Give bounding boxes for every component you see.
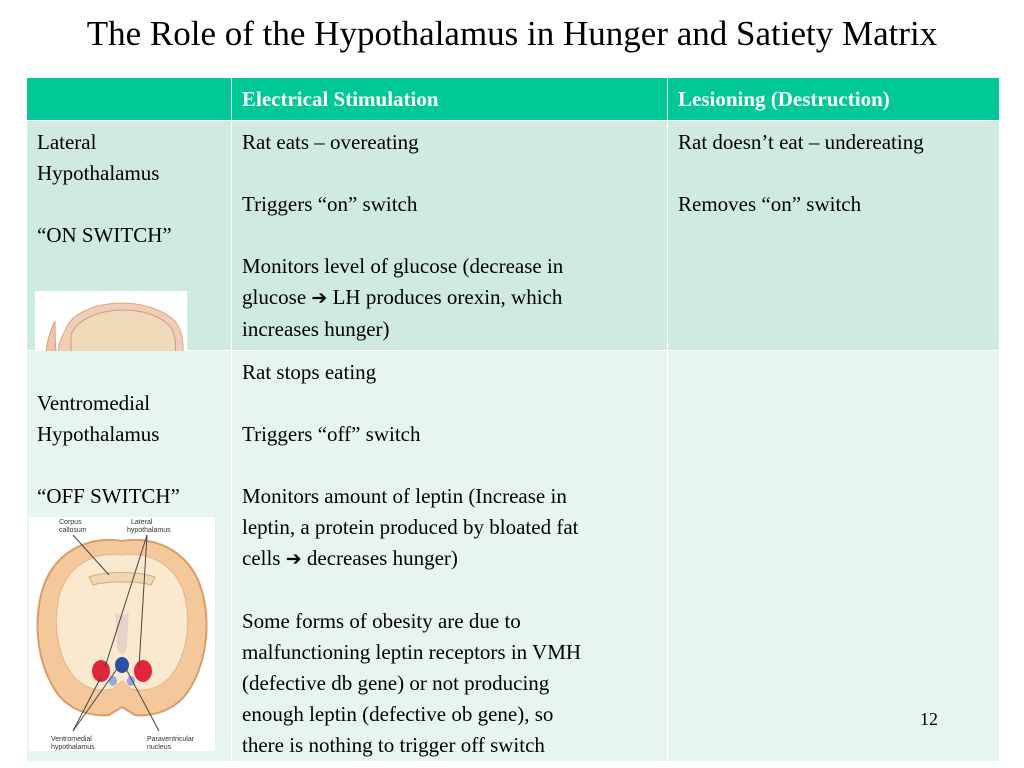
stimulation-switch: Triggers “off” switch xyxy=(242,422,421,446)
obesity-line-5: there is nothing to trigger off switch xyxy=(242,733,545,757)
page-number: 12 xyxy=(920,709,938,729)
svg-text:Lateral: Lateral xyxy=(131,519,153,526)
region-cell-lateral xyxy=(27,121,232,351)
header-lesioning: Lesioning (Destruction) xyxy=(668,78,1000,121)
region-name-line: Hypothalamus xyxy=(37,422,160,446)
stimulation-effect: Rat eats – overeating xyxy=(242,130,419,154)
svg-text:Ventromedial: Ventromedial xyxy=(51,736,92,743)
svg-text:callosum: callosum xyxy=(59,527,87,534)
glucose-line-3: increases hunger) xyxy=(242,317,390,341)
region-name-line: Lateral xyxy=(37,130,97,154)
lesioning-cell-ventromedial xyxy=(668,351,1000,762)
row-ventromedial-hypothalamus xyxy=(27,351,1000,762)
obesity-line-2: malfunctioning leptin receptors in VMH xyxy=(242,640,582,664)
glucose-line-1: Monitors level of glucose (decrease in xyxy=(242,254,564,278)
on-switch-label: “ON SWITCH” xyxy=(37,223,172,247)
hunger-satiety-matrix xyxy=(26,77,1000,762)
lesioning-cell-lateral xyxy=(668,121,1000,351)
leptin-line-1: Monitors amount of leptin (Increase in xyxy=(242,484,567,508)
header-corner xyxy=(27,78,232,121)
region-cell-ventromedial xyxy=(27,351,232,762)
coronal-brain-figure xyxy=(29,517,215,751)
svg-text:hypothalamus: hypothalamus xyxy=(51,744,95,751)
glucose-line-2: glucose ➔ LH produces orexin, which xyxy=(242,285,563,309)
right-arrow-icon: ➔ xyxy=(285,548,302,570)
lesioning-effect: Rat doesn’t eat – undereating xyxy=(678,130,924,154)
region-name-line: Hypothalamus xyxy=(37,161,160,185)
stimulation-cell-ventromedial xyxy=(232,351,668,762)
region-name-line: Ventromedial xyxy=(37,391,151,415)
header-row xyxy=(27,78,1000,121)
lesioning-switch: Removes “on” switch xyxy=(678,192,862,216)
leptin-line-3: cells ➔ decreases hunger) xyxy=(242,546,458,570)
slide-title: The Role of the Hypothalamus in Hunger and Satiety Matrix xyxy=(86,14,938,53)
row-lateral-hypothalamus xyxy=(27,121,1000,351)
right-arrow-icon: ➔ xyxy=(311,287,328,309)
obesity-line-4: enough leptin (defective ob gene), so xyxy=(242,702,554,726)
off-switch-label: “OFF SWITCH” xyxy=(37,484,180,508)
stimulation-switch: Triggers “on” switch xyxy=(242,192,418,216)
stimulation-cell-lateral xyxy=(232,121,668,351)
svg-text:Paraventricular: Paraventricular xyxy=(147,736,195,743)
header-electrical-stimulation: Electrical Stimulation xyxy=(232,78,668,121)
svg-text:nucleus: nucleus xyxy=(147,744,172,751)
obesity-line-1: Some forms of obesity are due to xyxy=(242,609,521,633)
svg-text:Corpus: Corpus xyxy=(59,519,82,526)
stimulation-effect: Rat stops eating xyxy=(242,360,377,384)
svg-text:hypothalamus: hypothalamus xyxy=(127,527,171,534)
obesity-line-3: (defective db gene) or not producing xyxy=(242,671,550,695)
leptin-line-2: leptin, a protein produced by bloated fat xyxy=(242,515,579,539)
